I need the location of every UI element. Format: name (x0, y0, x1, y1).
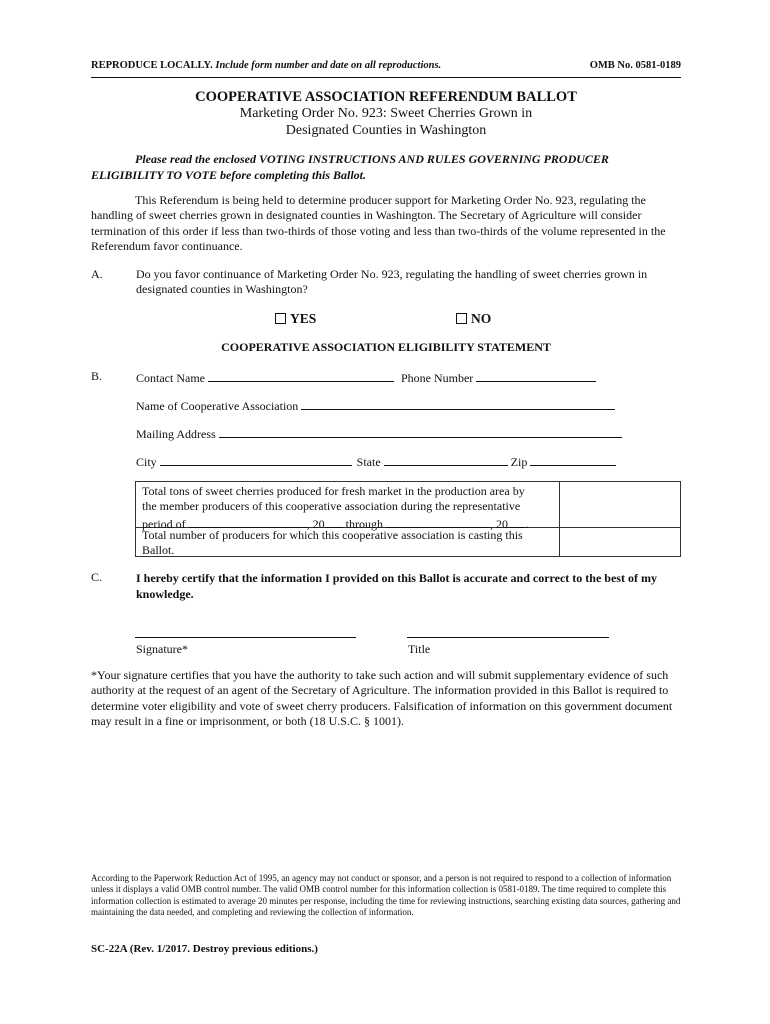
period-start-year-prefix: , 20 (306, 516, 325, 531)
reproduce-notice (91, 60, 441, 71)
signature-line[interactable] (135, 637, 356, 638)
period-start-year-field[interactable] (325, 515, 343, 528)
producers-line1: Total number of producers for which this cooperative association is casting this (142, 528, 523, 542)
producer-count-description (136, 528, 560, 556)
city-state-zip-row (136, 453, 616, 470)
period-end-year-prefix: , 20 (490, 516, 508, 531)
tons-line2: the member producers of this cooperative association during the representative (142, 499, 521, 514)
ballot-subtitle-line1: Marketing Order No. 923: Sweet Cherries Grown in (239, 106, 533, 121)
no-checkbox[interactable] (456, 313, 467, 324)
contact-name-label: Contact Name (136, 371, 205, 385)
period-row: period of , 20 through , 20 . (142, 516, 529, 531)
state-label: State (356, 455, 381, 469)
form-number: SC-22A (Rev. 1/2017. Destroy previous editions.) (91, 943, 318, 955)
section-b-marker: B. (91, 369, 103, 383)
ballot-title: COOPERATIVE ASSOCIATION REFERENDUM BALLOT (195, 89, 577, 105)
question-a-marker: A. (91, 267, 103, 281)
yes-option[interactable] (275, 311, 316, 327)
coop-name-label: Name of Cooperative Association (136, 399, 299, 413)
ballot-subtitle-line2: Designated Counties in Washington (285, 123, 487, 138)
period-end-field[interactable] (386, 515, 490, 528)
contact-name-row (136, 369, 596, 386)
coop-name-row (136, 397, 615, 414)
signature-footnote: *Your signature certifies that you have the authority to take such action and will submit supplementary evidence of such authority at the request of an agent of the Secretary of Agriculture. The information provided in this Ballot is required to determine voter eligibility and vote of sweet cherry producers. Falsification of information on this government document may result in a fine or imprisonment, or both (18 U.S.C. § 1001). (91, 668, 673, 729)
title-label: Title (408, 642, 431, 656)
omb-number: OMB No. 0581-0189 (589, 60, 681, 71)
zip-field[interactable] (530, 453, 616, 466)
reproduce-notice-italic: Include form number and date on all reproductions. (215, 60, 442, 71)
tons-produced-description (136, 482, 560, 531)
certification-statement: I hereby certify that the information I provided on this Ballot is accurate and correct to the best of my knowledge. (136, 571, 657, 601)
coop-name-field[interactable] (301, 397, 615, 410)
producers-line2: Ballot. (142, 543, 175, 558)
period-start-field[interactable] (189, 515, 307, 528)
production-table (135, 481, 681, 557)
period-label: period of (142, 516, 186, 531)
phone-number-label: Phone Number (400, 371, 474, 385)
no-label: NO (471, 311, 492, 326)
form-header (91, 57, 681, 78)
period-end-year-field[interactable] (508, 515, 526, 528)
title-line[interactable] (407, 637, 609, 638)
signature-label: Signature* (136, 642, 188, 656)
state-field[interactable] (384, 453, 508, 466)
eligibility-heading: COOPERATIVE ASSOCIATION ELIGIBILITY STATEMENT (221, 340, 551, 354)
phone-number-field[interactable] (476, 369, 596, 382)
yes-label: YES (290, 311, 317, 326)
no-option[interactable] (456, 311, 491, 327)
yes-checkbox[interactable] (275, 313, 286, 324)
question-a-text: Do you favor continuance of Marketing Order No. 923, regulating the handling of sweet cherries grown in designated counties in Washington? (136, 267, 648, 297)
city-label: City (136, 455, 157, 469)
producer-count-answer-cell[interactable] (560, 528, 680, 556)
city-field[interactable] (160, 453, 352, 466)
paperwork-reduction-notice: According to the Paperwork Reduction Act of 1995, an agency may not conduct or sponsor, and a person is not required to respond to a collection of information unless it displays a valid OMB control number. The valid OMB control number for this information collection is 0581-0189. The time required to complete this information collection is estimated to average 20 minutes per response, including the time for reviewing instructions, searching existing data sources, gathering and maintaining the data needed, and completing and reviewing the collection of information. (91, 873, 681, 918)
contact-name-field[interactable] (208, 369, 394, 382)
voting-instructions-note: Please read the enclosed VOTING INSTRUCTIONS AND RULES GOVERNING PRODUCER ELIGIBILITY TO VOTE before completing this Ballot. (91, 152, 609, 182)
through-label: through (345, 516, 383, 531)
mailing-address-row (136, 425, 622, 442)
mailing-address-field[interactable] (219, 425, 622, 438)
section-c-marker: C. (91, 570, 103, 584)
zip-label: Zip (510, 455, 528, 469)
tons-line1: Total tons of sweet cherries produced for fresh market in the production area by (142, 484, 525, 498)
reproduce-notice-bold: REPRODUCE LOCALLY. (91, 60, 213, 71)
intro-paragraph: This Referendum is being held to determine producer support for Marketing Order No. 923, regulating the handling of sweet cherries grown in designated counties in Washington. The Secretary of Agriculture will consider termination of this order if less than two-thirds of those voting and less than two-thirds of the volume represented in the Referendum favor continuance. (91, 193, 666, 254)
mailing-address-label: Mailing Address (136, 427, 216, 441)
tons-produced-answer-cell[interactable] (560, 482, 680, 528)
